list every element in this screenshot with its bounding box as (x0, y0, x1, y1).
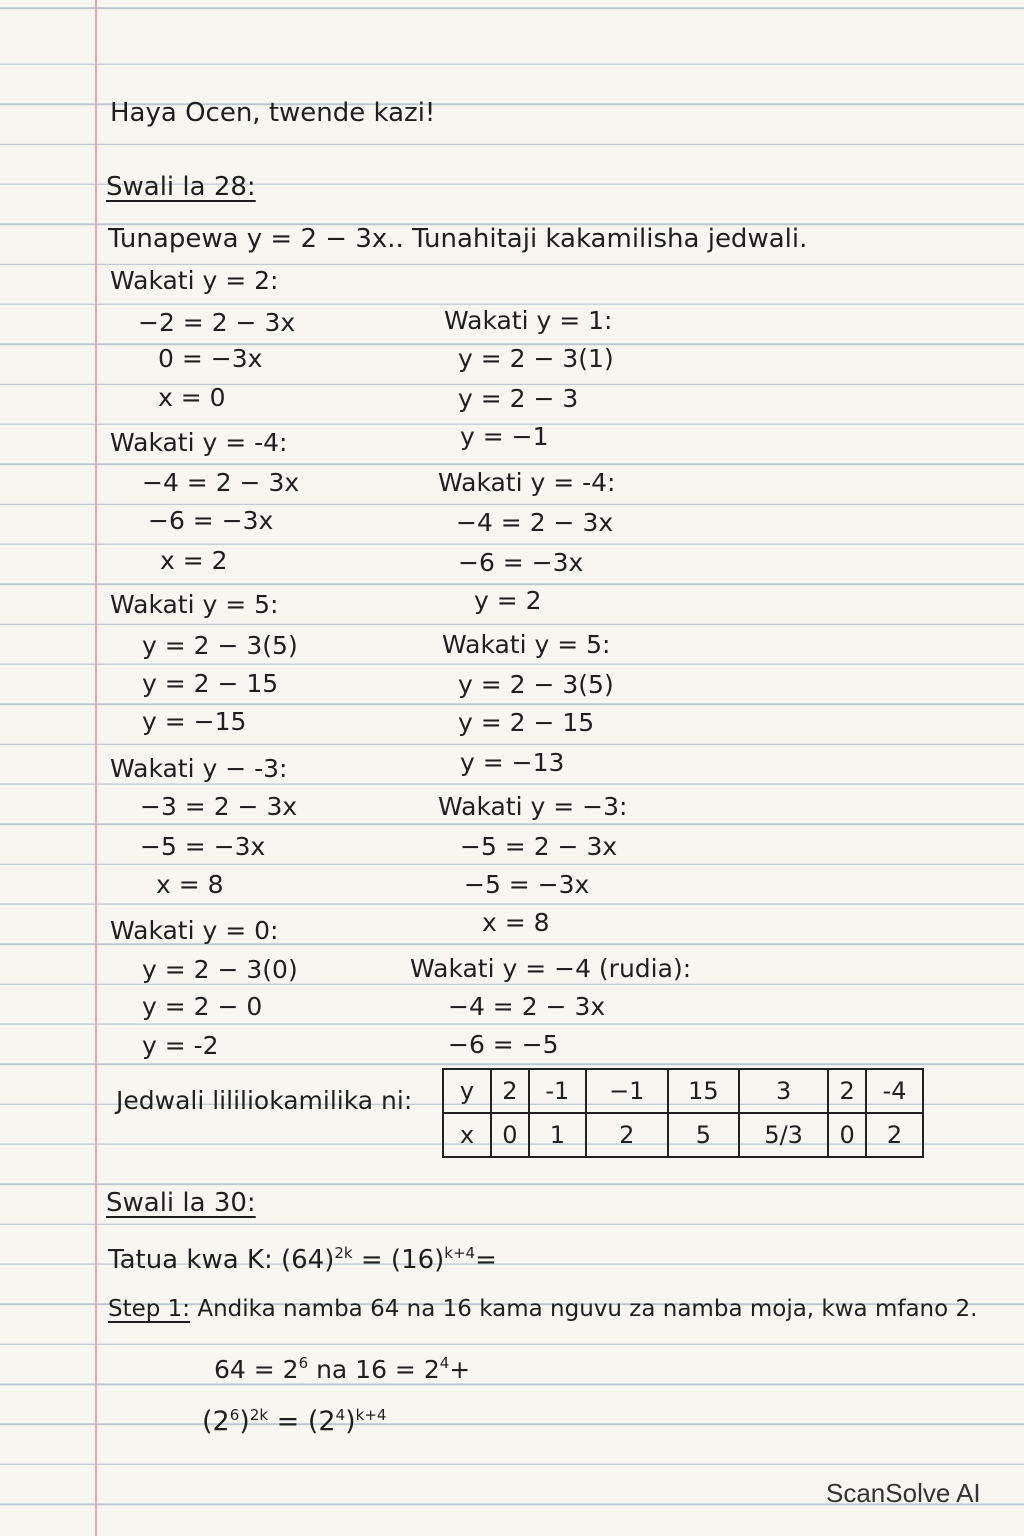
table-cell: 5/3 (739, 1113, 828, 1157)
right-step: y = −1 (460, 422, 549, 451)
task-rhs-exponent: k+4 (444, 1244, 476, 1262)
table-cell: 0 (491, 1113, 529, 1157)
left-step: −5 = −3x (140, 832, 266, 861)
table-cell: 5 (668, 1113, 739, 1157)
table-label: Jedwali lililiokamilika ni: (116, 1086, 413, 1115)
task-suffix: = (475, 1245, 497, 1275)
left-step: Wakati y − -3: (110, 754, 288, 783)
right-step: y = 2 − 3 (458, 384, 579, 413)
table-header-y: y (443, 1069, 491, 1113)
left-step: −6 = −3x (148, 506, 274, 535)
left-step: y = 2 − 3(5) (142, 631, 298, 660)
right-step: −5 = 2 − 3x (460, 832, 618, 861)
left-step: Wakati y = 5: (110, 590, 279, 619)
table-cell: 2 (866, 1113, 923, 1157)
left-step: y = 2 − 0 (142, 992, 263, 1021)
q30-heading: Swali la 30: (106, 1188, 256, 1218)
left-step: y = −15 (142, 707, 247, 736)
q28-heading: Swali la 28: (106, 172, 256, 202)
power-64: 64 = 2 (214, 1355, 299, 1384)
right-step: y = −13 (460, 748, 565, 777)
table-row-x (443, 1113, 923, 1157)
q28-intro: Tunapewa y = 2 − 3x.. Tunahitaji kakamilisha jedwali. (108, 224, 808, 254)
task-prefix: Tatua kwa K: (108, 1245, 273, 1275)
left-step: y = -2 (142, 1031, 219, 1060)
table-cell: -4 (866, 1069, 923, 1113)
left-step: y = 2 − 15 (142, 669, 279, 698)
greeting: Haya Ocen, twende kazi! (110, 98, 436, 128)
left-step: −2 = 2 − 3x (138, 308, 296, 337)
right-step: y = 2 − 15 (458, 708, 595, 737)
power-16: na 16 = 2 (316, 1355, 440, 1384)
q30-powers-line (214, 1348, 470, 1385)
right-step: y = 2 (474, 586, 542, 615)
task-lhs-base: (64) (280, 1245, 335, 1275)
right-step: y = 2 − 3(5) (458, 670, 614, 699)
table-header-x: x (443, 1113, 491, 1157)
rewrite-rhs-inner-exp: 4 (335, 1406, 346, 1424)
table-cell: 2 (491, 1069, 529, 1113)
table-cell: 2 (828, 1069, 866, 1113)
table-cell: 15 (668, 1069, 739, 1113)
rewrite-lhs-inner-exp: 6 (229, 1406, 240, 1424)
task-lhs-exponent: 2k (334, 1244, 353, 1262)
q30-task (108, 1238, 497, 1275)
step-label: Step 1: (108, 1296, 191, 1322)
rewrite-rhs-close: ) (345, 1406, 356, 1437)
rewrite-lhs-exponent: 2k (249, 1406, 269, 1424)
scansolve-watermark: ScanSolve AI (826, 1478, 981, 1508)
left-step: 0 = −3x (158, 344, 263, 373)
left-step: y = 2 − 3(0) (142, 955, 298, 984)
table-cell: −1 (586, 1069, 668, 1113)
rewrite-rhs-exponent: k+4 (355, 1406, 387, 1424)
right-step: −6 = −3x (458, 548, 584, 577)
left-step: x = 8 (156, 870, 224, 899)
right-step: −5 = −3x (464, 870, 590, 899)
table-cell: 2 (586, 1113, 668, 1157)
left-step: x = 2 (160, 546, 228, 575)
table-row-y (443, 1069, 923, 1113)
right-step: Wakati y = -4: (438, 468, 616, 497)
power-16-exponent: 4 (439, 1354, 450, 1372)
completed-table (442, 1068, 924, 1158)
left-step: −3 = 2 − 3x (140, 792, 298, 821)
q30-step1 (108, 1294, 977, 1324)
right-step: x = 8 (482, 908, 550, 937)
right-step: Wakati y = 1: (444, 306, 613, 335)
task-equals: = (360, 1245, 383, 1275)
task-rhs-base: (16) (390, 1245, 445, 1275)
left-step: Wakati y = -4: (110, 428, 288, 457)
left-step: Wakati y = 2: (110, 266, 279, 295)
table-cell: 1 (529, 1113, 586, 1157)
right-step: Wakati y = −4 (rudia): (410, 954, 692, 983)
rewrite-rhs-base: (2 (307, 1406, 336, 1437)
table-cell: 0 (828, 1113, 866, 1157)
step-text: Andika namba 64 na 16 kama nguvu za namba moja, kwa mfano 2. (197, 1296, 978, 1322)
right-step: Wakati y = 5: (442, 630, 611, 659)
power-line-end: + (449, 1355, 471, 1384)
rewrite-equals: = (276, 1406, 300, 1437)
right-step: −4 = 2 − 3x (456, 508, 614, 537)
rewrite-lhs-close: ) (239, 1406, 250, 1437)
right-step: Wakati y = −3: (438, 792, 628, 821)
table-cell: -1 (529, 1069, 586, 1113)
left-step: Wakati y = 0: (110, 916, 279, 945)
right-step: −4 = 2 − 3x (448, 992, 606, 1021)
power-64-exponent: 6 (298, 1354, 309, 1372)
left-step: −4 = 2 − 3x (142, 468, 300, 497)
margin-line (95, 0, 97, 1536)
table-cell: 3 (739, 1069, 828, 1113)
right-step: −6 = −5 (448, 1030, 559, 1059)
right-step: y = 2 − 3(1) (458, 344, 614, 373)
q30-rewrite-line (202, 1400, 386, 1437)
rewrite-lhs-base: (2 (202, 1406, 230, 1437)
left-step: x = 0 (158, 383, 226, 412)
